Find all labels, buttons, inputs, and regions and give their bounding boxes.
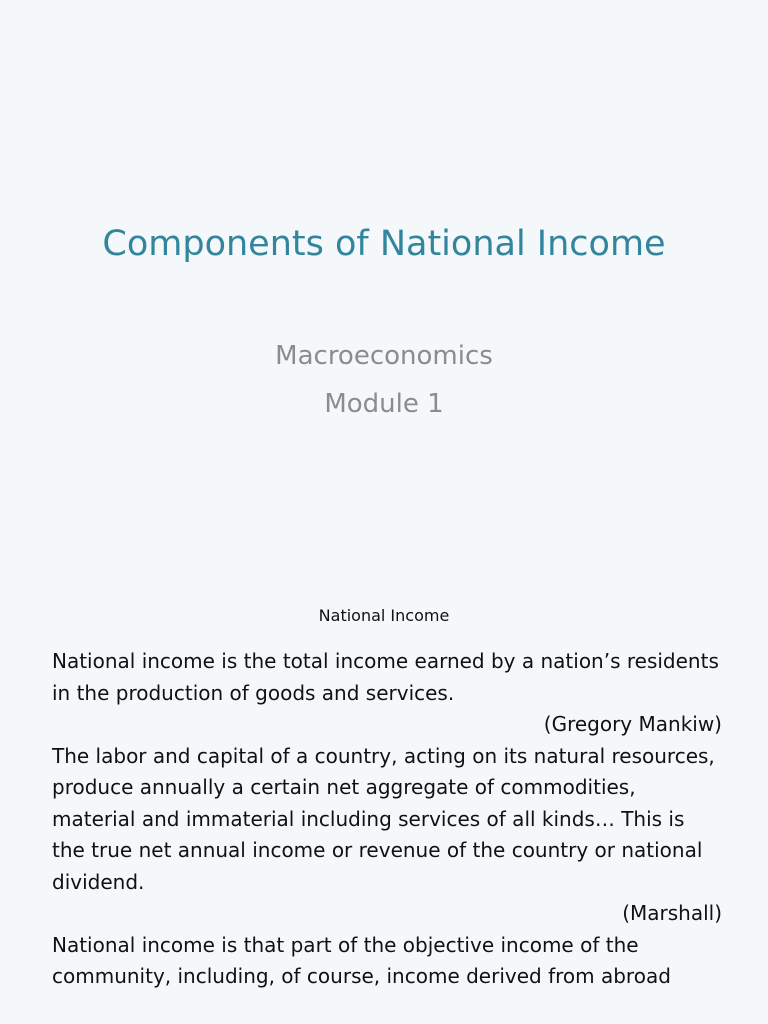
subtitle-module: Module 1 xyxy=(324,389,444,419)
citation: (Gregory Mankiw) xyxy=(543,712,722,736)
citation: (Marshall) xyxy=(622,901,722,925)
definition-paragraph: National income is the total income earned by a nation’s residents in the production of goods and services. xyxy=(52,649,719,705)
subtitle-course: Macroeconomics xyxy=(275,341,493,371)
definition-paragraph: The labor and capital of a country, acting on its natural resources, produce annually a certain net aggregate of commodities, material and immaterial including services of all kinds… This is the true net annual income or revenue of the country or national dividend. xyxy=(52,743,715,894)
slide-subtitle xyxy=(0,332,768,428)
definition-paragraph: National income is that part of the objective income of the community, including, of course, income derived from abroad xyxy=(52,932,671,988)
slide-title: Components of National Income xyxy=(102,224,666,264)
content-heading: National Income xyxy=(318,606,450,625)
content-slide xyxy=(0,576,768,1024)
content-body xyxy=(52,646,722,993)
